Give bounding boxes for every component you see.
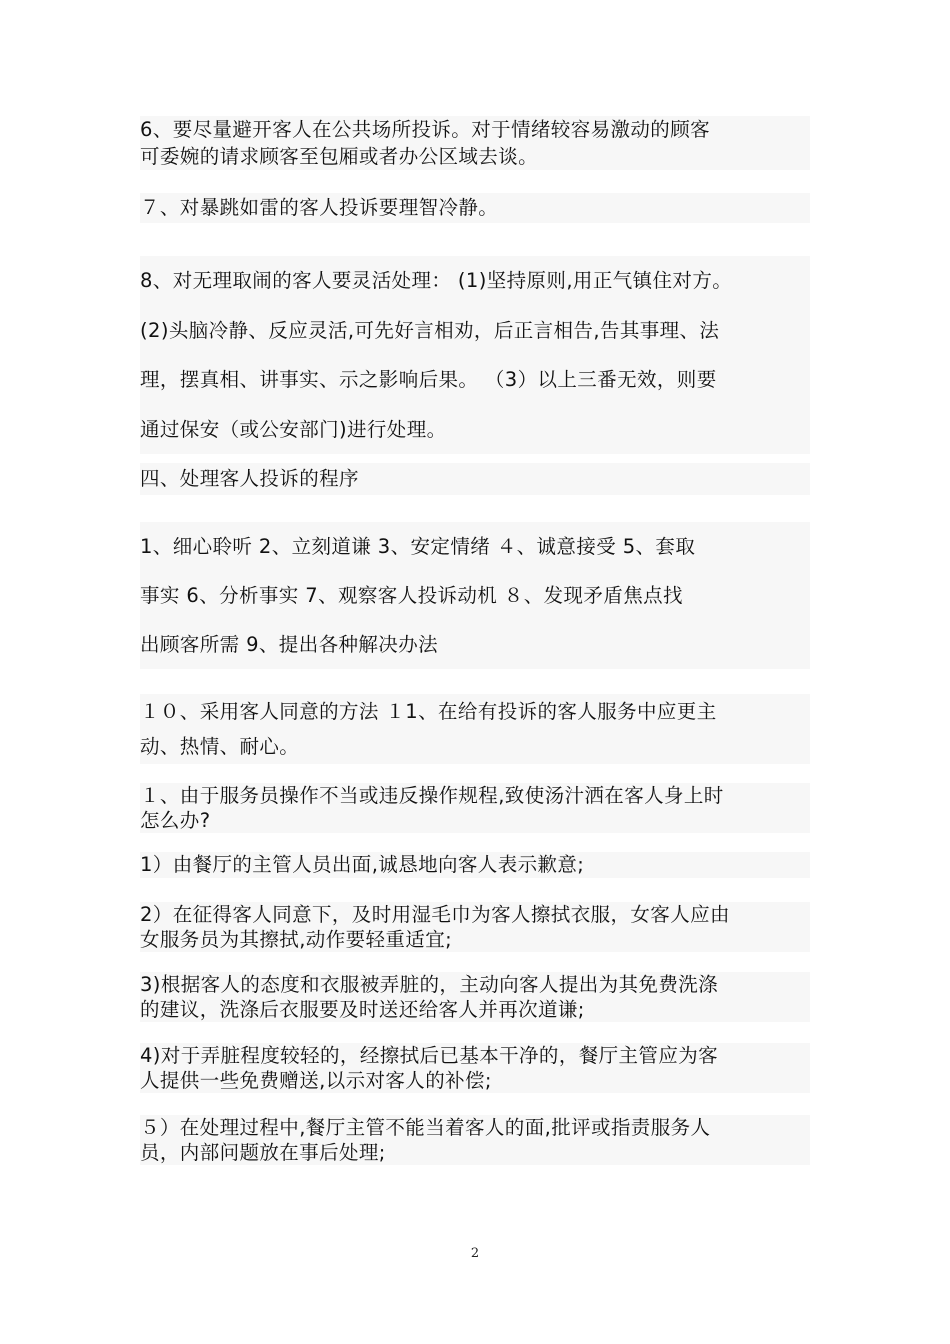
text-line: 8、对无理取闹的客人要灵活处理： (1)坚持原则,用正气镇住对方。 (140, 269, 733, 292)
text-line: 动、热情、耐心。 (140, 735, 300, 758)
answer-item-5 (140, 1115, 810, 1165)
page-number: 2 (470, 1246, 480, 1261)
text-line: 3)根据客人的态度和衣服被弄脏的，主动向客人提出为其免费洗涤 (140, 973, 719, 996)
answer-item-3 (140, 972, 810, 1022)
text-line: 事实 6、分析事实 7、观察客人投诉动机 ８、发现矛盾焦点找 (140, 584, 683, 607)
text-line: 理，摆真相、讲事实、示之影响后果。 （3）以上三番无效，则要 (140, 368, 717, 391)
text-line: 怎么办? (140, 809, 211, 832)
text-line: ７、对暴跳如雷的客人投诉要理智冷静。 (140, 196, 499, 219)
text-line: 的建议，洗涤后衣服要及时送还给客人并再次道谦; (140, 998, 585, 1021)
text-line: １０、采用客人同意的方法 １1、在给有投诉的客人服务中应更主 (140, 700, 717, 723)
text-line: ５）在处理过程中,餐厅主管不能当着客人的面,批评或指责服务人 (140, 1116, 711, 1139)
text-line: 人提供一些免费赠送,以示对客人的补偿; (140, 1069, 492, 1092)
text-line: 出顾客所需 9、提出各种解决办法 (140, 633, 439, 656)
text-line: 1、细心聆听 2、立刻道谦 3、安定情绪 ４、诚意接受 5、套取 (140, 535, 696, 558)
text-line: 6、要尽量避开客人在公共场所投诉。对于情绪较容易激动的顾客 (140, 118, 711, 141)
answer-item-4 (140, 1043, 810, 1093)
answer-item-2 (140, 902, 810, 952)
paragraph-handle-unreasonable (140, 256, 810, 454)
section-heading (140, 463, 810, 495)
paragraph-stay-calm (140, 193, 810, 223)
text-line: 通过保安（或公安部门)进行处理。 (140, 417, 447, 441)
paragraph-procedure-steps-cont (140, 694, 810, 764)
text-line: 2）在征得客人同意下，及时用湿毛巾为客人擦拭衣服，女客人应由 (140, 903, 730, 926)
paragraph-question (140, 783, 810, 833)
text-line: 员，内部问题放在事后处理; (140, 1141, 386, 1164)
text-line: １、由于服务员操作不当或违反操作规程,致使汤汁洒在客人身上时 (140, 784, 724, 807)
text-line: 4)对于弄脏程度较轻的，经擦拭后已基本干净的，餐厅主管应为客 (140, 1044, 719, 1067)
answer-item-1 (140, 852, 810, 878)
heading-text: 四、处理客人投诉的程序 (140, 467, 359, 490)
text-line: 可委婉的请求顾客至包厢或者办公区域去谈。 (140, 145, 539, 168)
text-line: 女服务员为其擦拭,动作要轻重适宜; (140, 928, 453, 951)
paragraph-procedure-steps (140, 522, 810, 669)
text-line: 1）由餐厅的主管人员出面,诚恳地向客人表示歉意; (140, 853, 585, 876)
text-line: (2)头脑冷静、反应灵活,可先好言相劝，后正言相告,告其事理、法 (140, 318, 720, 342)
paragraph-avoid-public-complaint (140, 116, 810, 170)
